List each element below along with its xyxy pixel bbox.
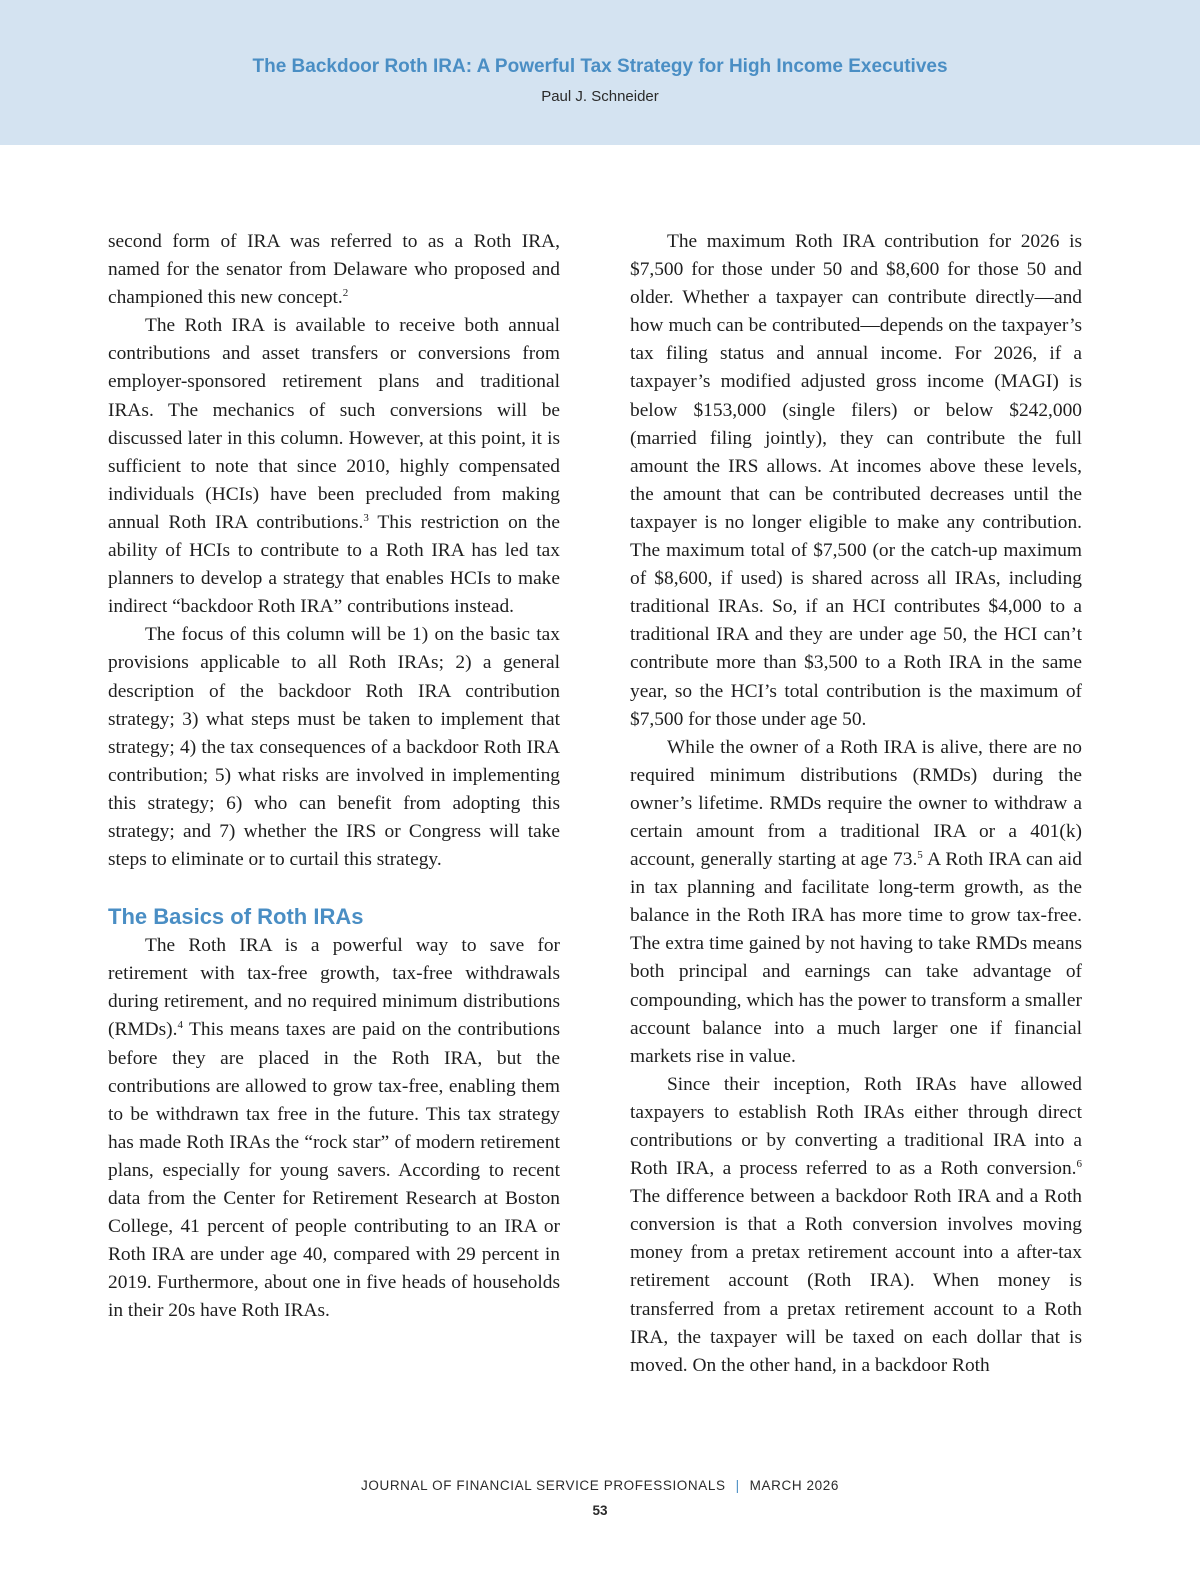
paragraph-text: While the owner of a Roth IRA is alive, there are no required minimum distributions (RMDs) during the owner’s lifetime. RMDs require the owner to withdraw a certain amount from a traditional IRA or a 401(k) account, generally starting at age 73. — [630, 736, 1082, 871]
paragraph-text: A Roth IRA can aid in tax planning and facilitate long-term growth, as the balance in the Roth IRA has more time to grow tax-free. The extra time gained by not having to take RMDs means both principal and earnings can take advantage of compounding, which has the power to transform a smaller account balance into a much larger one if financial markets rise in value. — [630, 849, 1082, 1067]
paragraph-text: The difference between a backdoor Roth IRA and a Roth conversion is that a Roth conversion involves moving money from a pretax retirement account into a after-tax retirement account (Roth IRA). When money is transferred from a pretax retirement account to a Roth IRA, the taxpayer will be taxed on each dollar that is moved. On the other hand, in a backdoor Roth — [630, 1186, 1082, 1376]
paragraph-text: second form of IRA was referred to as a Roth IRA, named for the senator from Delaware who proposed and championed this new concept. — [108, 231, 560, 309]
paragraph — [630, 1071, 1082, 1380]
paragraph — [108, 228, 560, 312]
paragraph-text: The Roth IRA is available to receive both annual contributions and asset transfers or conversions from employer-sponsored retirement plans and traditional IRAs. The mechanics of such conversions will be discussed later in this column. However, at this point, it is sufficient to note that since 2010, highly compensated individuals (HCIs) have been precluded from making annual Roth IRA contributions. — [108, 315, 560, 533]
paragraph-text: Since their inception, Roth IRAs have allowed taxpayers to establish Roth IRAs either through direct contributions or by converting a traditional IRA into a Roth IRA, a process referred to as a Roth conversion. — [630, 1073, 1082, 1180]
footnote-marker[interactable]: 6 — [1076, 1158, 1082, 1171]
right-column — [630, 228, 1082, 1380]
page-number: 53 — [592, 1503, 608, 1518]
article-title: The Backdoor Roth IRA: A Powerful Tax Strategy for High Income Executives — [252, 56, 948, 77]
issue-date: MARCH 2026 — [749, 1478, 839, 1493]
paragraph-text: This restriction on the ability of HCIs to contribute to a Roth IRA has led tax planners to develop a strategy that enables HCIs to make indirect “backdoor Roth IRA” contributions instead. — [108, 511, 560, 618]
paragraph — [108, 932, 560, 1325]
paragraph — [108, 312, 560, 621]
paragraph — [630, 734, 1082, 1071]
article-author: Paul J. Schneider — [541, 88, 659, 105]
footer-separator: | — [735, 1478, 740, 1493]
left-column — [108, 228, 560, 1325]
paragraph-text: The Roth IRA is a powerful way to save for retirement with tax-free growth, tax-free withdrawals during retirement, and no required minimum distributions (RMDs). — [108, 935, 560, 1041]
paragraph-text: The focus of this column will be 1) on the basic tax provisions applicable to all Roth IRAs; 2) a general description of the backdoor Roth IRA contribution strategy; 3) what steps must be taken to implement that strategy; 4) the tax consequences of a backdoor Roth IRA contribution; 5) what risks are involved in implementing this strategy; 6) who can benefit from adopting this strategy; and 7) whether the IRS or Congress will take steps to eliminate or to curtail this strategy. — [108, 624, 560, 871]
paragraph-text: This means taxes are paid on the contributions before they are placed in the Roth IRA, but the contributions are allowed to grow tax-free, enabling them to be withdrawn tax free in the future. This tax strategy has made Roth IRAs the “rock star” of modern retirement plans, especially for young savers. According to recent data from the Center for Retirement Research at Boston College, 41 percent of people contributing to an IRA or Roth IRA are under age 40, compared with 29 percent in 2019. Furthermore, about one in five heads of households in their 20s have Roth IRAs. — [108, 1019, 560, 1322]
paragraph-text: The maximum Roth IRA contribution for 2026 is $7,500 for those under 50 and $8,600 for those 50 and older. Whether a taxpayer can contribute directly—and how much can be contributed—depends on the taxpayer’s tax filing status and annual income. For 2026, if a taxpayer’s modified adjusted gross income (MAGI) is below $153,000 (single filers) or below $242,000 (married filing jointly), they can contribute the full amount the IRS allows. At incomes above these levels, the amount that can be contributed decreases until the taxpayer is no longer eligible to make any contribution. The maximum total of $7,500 (or the catch-up maximum of $8,600, if used) is shared across all IRAs, including traditional IRAs. So, if an HCI contributes $4,000 to a traditional IRA and they are under age 50, the HCI can’t contribute more than $3,500 to a Roth IRA in the same year, so the HCI’s total contribution is the maximum of $7,500 for those under age 50. — [630, 231, 1082, 730]
footnote-marker[interactable]: 2 — [342, 287, 349, 300]
footer-journal-line — [0, 1478, 1200, 1493]
paragraph — [630, 228, 1082, 734]
paragraph — [108, 621, 560, 874]
section-heading: The Basics of Roth IRAs — [108, 904, 364, 930]
footnote-marker[interactable]: 4 — [177, 1019, 183, 1032]
footnote-marker[interactable]: 3 — [363, 511, 369, 524]
header-band — [0, 0, 1200, 145]
journal-name: JOURNAL OF FINANCIAL SERVICE PROFESSIONALS — [361, 1478, 726, 1493]
footnote-marker[interactable]: 5 — [917, 849, 923, 862]
